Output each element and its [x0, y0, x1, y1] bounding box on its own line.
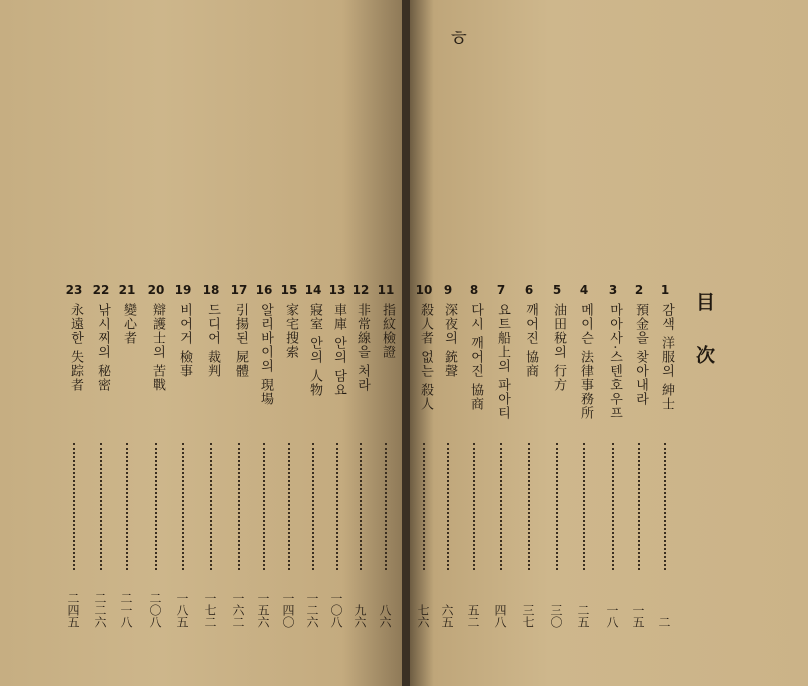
toc-entry-title: 非常線을 처라	[355, 303, 370, 393]
toc-entry-title: 메이슨 法律事務所	[578, 303, 593, 421]
toc-entry-page: 二二六	[93, 592, 107, 628]
toc-entry-number: 6	[524, 283, 534, 297]
toc-leader-dots	[312, 443, 314, 570]
toc-leader-dots	[100, 443, 102, 570]
toc-entry-page: 二一八	[119, 592, 133, 628]
toc-entry-page: 七六	[416, 604, 430, 628]
toc-entry-page: 一四〇	[281, 592, 295, 628]
toc-leader-dots	[556, 443, 558, 570]
toc-entry-page: 一二六	[305, 592, 319, 628]
toc-entry-title: 永遠한 失踪者	[68, 303, 83, 393]
toc-entry-title: 預金을 찾아내라	[633, 303, 648, 407]
toc-leader-dots	[447, 443, 449, 570]
toc-entry-number: 17	[230, 283, 248, 297]
toc-leader-dots	[664, 443, 666, 570]
toc-entry-number: 7	[496, 283, 506, 297]
toc-entry	[463, 283, 485, 628]
toc-entry-title: 요트船上의 파아티	[495, 303, 510, 421]
toc-title: 目次	[693, 292, 715, 398]
toc-entry-title: 車庫 안의 담요	[331, 303, 346, 398]
toc-entry-title: 드디어 裁判	[205, 303, 220, 379]
toc-entry	[546, 283, 568, 628]
toc-entry-title: 다시 깨어진 協商	[468, 303, 483, 412]
toc-entry	[253, 283, 275, 628]
toc-entry	[490, 283, 512, 628]
toc-leader-dots	[126, 443, 128, 570]
toc-entry-number: 4	[579, 283, 589, 297]
toc-leader-dots	[336, 443, 338, 570]
toc-entry-title: 비어거 檢事	[177, 303, 192, 379]
book-gutter	[402, 0, 410, 686]
toc-leader-dots	[612, 443, 614, 570]
handwritten-mark: ㅎ	[448, 27, 470, 52]
toc-entry-title: 變心者	[121, 303, 136, 345]
toc-entry-page: 一五	[631, 604, 645, 628]
toc-entry-title: 殺人者 없는 殺人	[418, 303, 433, 412]
toc-entry-page: 六五	[440, 604, 454, 628]
toc-entry-page: 一七二	[203, 592, 217, 628]
toc-entry-page: 三〇	[549, 604, 563, 628]
toc-entry-number: 8	[469, 283, 479, 297]
toc-leader-dots	[385, 443, 387, 570]
toc-entry-page: 三七	[521, 604, 535, 628]
toc-entry	[518, 283, 540, 628]
toc-leader-dots	[182, 443, 184, 570]
toc-entry-page: 五二	[466, 604, 480, 628]
toc-leader-dots	[73, 443, 75, 570]
toc-entry-number: 10	[415, 283, 433, 297]
toc-leader-dots	[210, 443, 212, 570]
toc-entry-page: 一五六	[256, 592, 270, 628]
toc-entry-number: 23	[65, 283, 83, 297]
toc-entry-page: 二〇八	[148, 592, 162, 628]
toc-leader-dots	[528, 443, 530, 570]
toc-entry-title: 깨어진 協商	[523, 303, 538, 379]
toc-entry	[437, 283, 459, 628]
toc-leader-dots	[155, 443, 157, 570]
toc-entry-number: 12	[352, 283, 370, 297]
toc-entry-number: 19	[174, 283, 192, 297]
toc-entry	[302, 283, 324, 628]
toc-entry-number: 15	[280, 283, 298, 297]
toc-entry-page: 四八	[493, 604, 507, 628]
toc-entry-title: 마아사·스텐호우프	[607, 303, 622, 421]
toc-entry	[90, 283, 112, 628]
toc-entry-number: 20	[147, 283, 165, 297]
toc-entry	[63, 283, 85, 628]
toc-entry	[278, 283, 300, 628]
toc-entry	[654, 283, 676, 628]
toc-entry	[172, 283, 194, 628]
toc-entry-title: 家宅搜索	[283, 303, 298, 359]
toc-entry-page: 二五	[576, 604, 590, 628]
toc-entry-page: 一八	[605, 604, 619, 628]
toc-entry-title: 낚시찌의 秘密	[95, 303, 110, 393]
toc-entry-title: 引揚된 屍體	[233, 303, 248, 379]
toc-entry-page: 一〇八	[329, 592, 343, 628]
toc-entry-page: 二	[657, 616, 671, 628]
toc-entry-number: 3	[608, 283, 618, 297]
toc-entry-number: 1	[660, 283, 670, 297]
toc-leader-dots	[583, 443, 585, 570]
toc-leader-dots	[638, 443, 640, 570]
toc-entry	[350, 283, 372, 628]
toc-entry-number: 14	[304, 283, 322, 297]
toc-entry-page: 八六	[378, 604, 392, 628]
toc-entry	[413, 283, 435, 628]
toc-leader-dots	[423, 443, 425, 570]
toc-entry-number: 13	[328, 283, 346, 297]
toc-entry-title: 寢室 안의 人物	[307, 303, 322, 398]
toc-entry-title: 알리바이의 現場	[258, 303, 273, 407]
toc-entry-number: 22	[92, 283, 110, 297]
toc-entry-title: 辯護士의 苦戰	[150, 303, 165, 393]
toc-entry-title: 指紋檢證	[380, 303, 395, 359]
toc-entry-number: 5	[552, 283, 562, 297]
toc-entry-title: 油田稅의 行方	[551, 303, 566, 393]
toc-entry-page: 一六二	[231, 592, 245, 628]
toc-entry	[375, 283, 397, 628]
toc-entry	[628, 283, 650, 628]
toc-entry	[602, 283, 624, 628]
toc-entry-page: 九六	[353, 604, 367, 628]
toc-leader-dots	[473, 443, 475, 570]
toc-entry	[326, 283, 348, 628]
toc-entry-title: 감색 洋服의 紳士	[659, 303, 674, 412]
toc-entry	[200, 283, 222, 628]
toc-entry-page: 一八五	[175, 592, 189, 628]
toc-entry	[116, 283, 138, 628]
toc-leader-dots	[500, 443, 502, 570]
toc-entry-number: 11	[377, 283, 395, 297]
toc-entry	[145, 283, 167, 628]
toc-entry	[573, 283, 595, 628]
toc-entry-page: 二四五	[66, 592, 80, 628]
toc-entry-number: 16	[255, 283, 273, 297]
toc-leader-dots	[263, 443, 265, 570]
toc-leader-dots	[238, 443, 240, 570]
toc-entry-number: 18	[202, 283, 220, 297]
toc-leader-dots	[360, 443, 362, 570]
toc-entry-title: 深夜의 銃聲	[442, 303, 457, 379]
toc-entry	[228, 283, 250, 628]
toc-entry-number: 21	[118, 283, 136, 297]
toc-entry-number: 2	[634, 283, 644, 297]
toc-leader-dots	[288, 443, 290, 570]
toc-entry-number: 9	[443, 283, 453, 297]
